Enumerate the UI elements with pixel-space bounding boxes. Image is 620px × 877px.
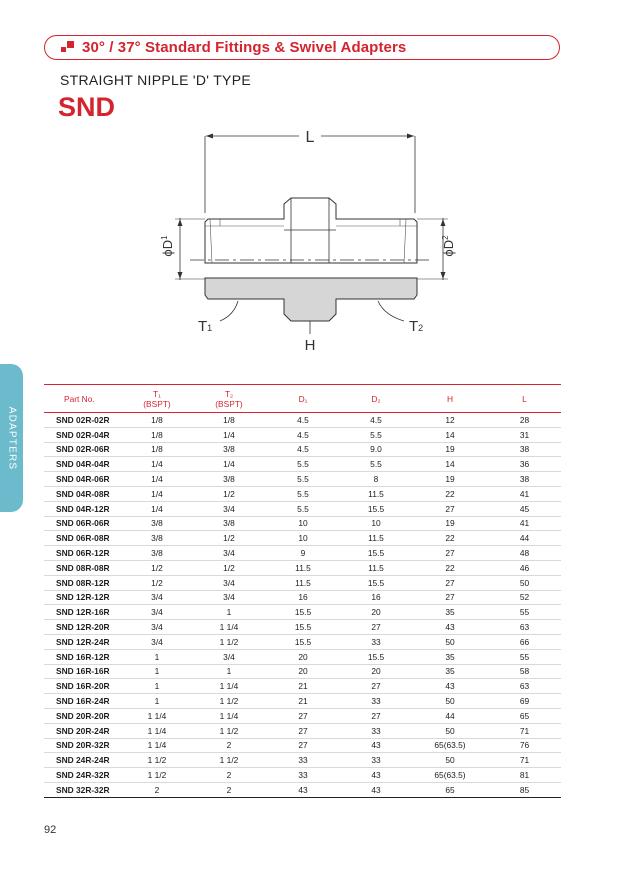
cell-t2: 1 bbox=[192, 664, 266, 679]
cell-h: 14 bbox=[412, 427, 488, 442]
col-t1-label: T₁ bbox=[153, 388, 161, 399]
cell-d2: 33 bbox=[340, 753, 412, 768]
squares-icon bbox=[61, 41, 74, 54]
col-t1-sub: (BSPT) bbox=[143, 398, 171, 409]
cell-part-no: SND 20R-24R bbox=[44, 723, 122, 738]
page-number: 92 bbox=[44, 824, 57, 836]
cell-l: 55 bbox=[488, 605, 561, 620]
cell-h: 27 bbox=[412, 501, 488, 516]
cell-t2: 3/4 bbox=[192, 590, 266, 605]
cell-h: 50 bbox=[412, 753, 488, 768]
cell-t2: 1 1/4 bbox=[192, 708, 266, 723]
cell-part-no: SND 12R-12R bbox=[44, 590, 122, 605]
cell-d2: 15.5 bbox=[340, 649, 412, 664]
cell-t2: 1/2 bbox=[192, 486, 266, 501]
cell-part-no: SND 16R-24R bbox=[44, 694, 122, 709]
cell-d2: 43 bbox=[340, 768, 412, 783]
cell-l: 71 bbox=[488, 723, 561, 738]
label-d1-sub: 1 bbox=[160, 235, 169, 240]
cell-t1: 1 bbox=[122, 679, 192, 694]
cell-h: 43 bbox=[412, 679, 488, 694]
cell-t2: 1 1/4 bbox=[192, 679, 266, 694]
label-t1: T bbox=[198, 318, 208, 335]
table-row bbox=[44, 782, 561, 797]
cell-t1: 3/8 bbox=[122, 531, 192, 546]
table-row bbox=[44, 486, 561, 501]
cell-d1: 21 bbox=[266, 679, 340, 694]
cell-h: 50 bbox=[412, 723, 488, 738]
cell-d2: 8 bbox=[340, 472, 412, 487]
cell-h: 35 bbox=[412, 664, 488, 679]
cell-t1: 1 bbox=[122, 649, 192, 664]
cell-h: 27 bbox=[412, 546, 488, 561]
cell-t2: 3/8 bbox=[192, 516, 266, 531]
cell-part-no: SND 12R-16R bbox=[44, 605, 122, 620]
label-h: H bbox=[304, 337, 316, 354]
label-l: L bbox=[305, 129, 315, 146]
cell-t2: 3/4 bbox=[192, 546, 266, 561]
table-row bbox=[44, 546, 561, 561]
cell-l: 36 bbox=[488, 457, 561, 472]
col-l: L bbox=[488, 385, 561, 413]
table-header-row bbox=[44, 385, 561, 413]
cell-t1: 1/4 bbox=[122, 457, 192, 472]
cell-t2: 2 bbox=[192, 768, 266, 783]
side-tab-label: ADAPTERS bbox=[6, 406, 18, 470]
cell-t1: 1/8 bbox=[122, 413, 192, 428]
table-row bbox=[44, 531, 561, 546]
cell-d1: 27 bbox=[266, 738, 340, 753]
cell-t1: 1/2 bbox=[122, 560, 192, 575]
cell-d2: 15.5 bbox=[340, 546, 412, 561]
cell-t1: 3/4 bbox=[122, 605, 192, 620]
cell-part-no: SND 16R-12R bbox=[44, 649, 122, 664]
specs-table-wrap bbox=[44, 384, 561, 798]
cell-t1: 3/8 bbox=[122, 546, 192, 561]
cell-h: 22 bbox=[412, 486, 488, 501]
cell-h: 50 bbox=[412, 634, 488, 649]
cell-t2: 1 1/2 bbox=[192, 753, 266, 768]
table-row bbox=[44, 427, 561, 442]
table-row bbox=[44, 768, 561, 783]
cell-t1: 1 1/2 bbox=[122, 753, 192, 768]
label-d1: ϕD bbox=[160, 239, 175, 257]
cell-l: 85 bbox=[488, 782, 561, 797]
cell-d2: 33 bbox=[340, 723, 412, 738]
cell-d1: 15.5 bbox=[266, 620, 340, 635]
cell-d1: 33 bbox=[266, 753, 340, 768]
cell-part-no: SND 04R-12R bbox=[44, 501, 122, 516]
table-row bbox=[44, 664, 561, 679]
cell-l: 45 bbox=[488, 501, 561, 516]
cell-t2: 1/2 bbox=[192, 531, 266, 546]
cell-h: 35 bbox=[412, 605, 488, 620]
cell-part-no: SND 04R-04R bbox=[44, 457, 122, 472]
cell-part-no: SND 08R-12R bbox=[44, 575, 122, 590]
cell-d2: 20 bbox=[340, 664, 412, 679]
cell-part-no: SND 04R-08R bbox=[44, 486, 122, 501]
cell-t2: 1 1/2 bbox=[192, 634, 266, 649]
table-row bbox=[44, 442, 561, 457]
table-row bbox=[44, 413, 561, 428]
cell-l: 46 bbox=[488, 560, 561, 575]
cell-l: 58 bbox=[488, 664, 561, 679]
cell-d1: 5.5 bbox=[266, 501, 340, 516]
table-row bbox=[44, 679, 561, 694]
cell-l: 38 bbox=[488, 472, 561, 487]
table-row bbox=[44, 501, 561, 516]
cell-d2: 5.5 bbox=[340, 427, 412, 442]
cell-t2: 1 1/4 bbox=[192, 620, 266, 635]
cell-t1: 1/8 bbox=[122, 427, 192, 442]
section-side-tab bbox=[0, 364, 23, 512]
cell-d1: 11.5 bbox=[266, 575, 340, 590]
table-row bbox=[44, 516, 561, 531]
cell-t2: 3/4 bbox=[192, 649, 266, 664]
cell-part-no: SND 06R-08R bbox=[44, 531, 122, 546]
table-row bbox=[44, 723, 561, 738]
cell-l: 38 bbox=[488, 442, 561, 457]
cell-d1: 33 bbox=[266, 768, 340, 783]
cell-d1: 21 bbox=[266, 694, 340, 709]
cell-d1: 11.5 bbox=[266, 560, 340, 575]
cell-t1: 2 bbox=[122, 782, 192, 797]
table-row bbox=[44, 605, 561, 620]
cell-d2: 9.0 bbox=[340, 442, 412, 457]
table-row bbox=[44, 590, 561, 605]
fitting-diagram bbox=[160, 118, 460, 358]
cell-part-no: SND 02R-02R bbox=[44, 413, 122, 428]
cell-d1: 15.5 bbox=[266, 634, 340, 649]
cell-d2: 27 bbox=[340, 679, 412, 694]
table-row bbox=[44, 472, 561, 487]
cell-d1: 10 bbox=[266, 516, 340, 531]
cell-t1: 1/2 bbox=[122, 575, 192, 590]
svg-text:ϕD2 bbox=[441, 235, 456, 257]
cell-h: 43 bbox=[412, 620, 488, 635]
cell-h: 50 bbox=[412, 694, 488, 709]
cell-d2: 20 bbox=[340, 605, 412, 620]
cell-part-no: SND 08R-08R bbox=[44, 560, 122, 575]
cell-l: 48 bbox=[488, 546, 561, 561]
cell-part-no: SND 24R-32R bbox=[44, 768, 122, 783]
cell-l: 65 bbox=[488, 708, 561, 723]
cell-h: 19 bbox=[412, 442, 488, 457]
cell-l: 69 bbox=[488, 694, 561, 709]
cell-d1: 20 bbox=[266, 664, 340, 679]
cell-l: 66 bbox=[488, 634, 561, 649]
cell-part-no: SND 20R-32R bbox=[44, 738, 122, 753]
cell-d2: 27 bbox=[340, 620, 412, 635]
col-t1 bbox=[122, 385, 192, 413]
cell-d2: 10 bbox=[340, 516, 412, 531]
cell-d2: 43 bbox=[340, 782, 412, 797]
specs-table bbox=[44, 384, 561, 798]
cell-t2: 1/4 bbox=[192, 457, 266, 472]
cell-h: 12 bbox=[412, 413, 488, 428]
cell-d1: 20 bbox=[266, 649, 340, 664]
cell-l: 28 bbox=[488, 413, 561, 428]
cell-t1: 1 bbox=[122, 694, 192, 709]
label-t2: T bbox=[409, 318, 419, 335]
cell-t1: 3/4 bbox=[122, 590, 192, 605]
cell-l: 41 bbox=[488, 516, 561, 531]
cell-d2: 16 bbox=[340, 590, 412, 605]
cell-d1: 10 bbox=[266, 531, 340, 546]
cell-t2: 1/2 bbox=[192, 560, 266, 575]
label-d2: ϕD bbox=[441, 239, 456, 257]
cell-part-no: SND 12R-20R bbox=[44, 620, 122, 635]
cell-d2: 5.5 bbox=[340, 457, 412, 472]
cell-t1: 1 1/4 bbox=[122, 723, 192, 738]
cell-t1: 1 1/2 bbox=[122, 768, 192, 783]
label-t2-sub: 2 bbox=[418, 323, 424, 333]
cell-h: 65(63.5) bbox=[412, 768, 488, 783]
cell-t1: 1 1/4 bbox=[122, 738, 192, 753]
product-code: SND bbox=[58, 92, 116, 122]
col-t2 bbox=[192, 385, 266, 413]
cell-l: 81 bbox=[488, 768, 561, 783]
table-row bbox=[44, 575, 561, 590]
cell-h: 19 bbox=[412, 516, 488, 531]
cell-l: 52 bbox=[488, 590, 561, 605]
cell-d2: 33 bbox=[340, 694, 412, 709]
svg-text:ϕD1 bbox=[160, 235, 175, 257]
cell-part-no: SND 06R-12R bbox=[44, 546, 122, 561]
cell-t2: 3/8 bbox=[192, 472, 266, 487]
table-row bbox=[44, 620, 561, 635]
cell-l: 55 bbox=[488, 649, 561, 664]
section-header bbox=[44, 35, 560, 60]
col-part-no: Part No. bbox=[44, 385, 122, 413]
cell-t2: 1 bbox=[192, 605, 266, 620]
cell-d2: 15.5 bbox=[340, 575, 412, 590]
cell-d1: 4.5 bbox=[266, 442, 340, 457]
col-d1: D₁ bbox=[266, 385, 340, 413]
label-d2-sub: 2 bbox=[441, 235, 450, 240]
cell-t2: 1/4 bbox=[192, 427, 266, 442]
cell-h: 22 bbox=[412, 560, 488, 575]
col-t2-label: T₂ bbox=[224, 388, 234, 399]
cell-part-no: SND 02R-06R bbox=[44, 442, 122, 457]
cell-d2: 33 bbox=[340, 634, 412, 649]
table-row bbox=[44, 634, 561, 649]
cell-part-no: SND 20R-20R bbox=[44, 708, 122, 723]
table-row bbox=[44, 708, 561, 723]
cell-part-no: SND 04R-06R bbox=[44, 472, 122, 487]
cell-l: 31 bbox=[488, 427, 561, 442]
cell-d2: 4.5 bbox=[340, 413, 412, 428]
cell-t2: 1 1/2 bbox=[192, 723, 266, 738]
cell-t1: 1/4 bbox=[122, 472, 192, 487]
cell-d1: 16 bbox=[266, 590, 340, 605]
cell-h: 14 bbox=[412, 457, 488, 472]
cell-t1: 3/4 bbox=[122, 634, 192, 649]
cell-d2: 43 bbox=[340, 738, 412, 753]
table-row bbox=[44, 738, 561, 753]
cell-l: 71 bbox=[488, 753, 561, 768]
cell-t2: 2 bbox=[192, 782, 266, 797]
cell-t2: 2 bbox=[192, 738, 266, 753]
table-row bbox=[44, 649, 561, 664]
cell-t1: 1 bbox=[122, 664, 192, 679]
table-row bbox=[44, 457, 561, 472]
cell-part-no: SND 16R-20R bbox=[44, 679, 122, 694]
col-h: H bbox=[412, 385, 488, 413]
cell-d1: 5.5 bbox=[266, 457, 340, 472]
cell-h: 19 bbox=[412, 472, 488, 487]
cell-t2: 3/4 bbox=[192, 575, 266, 590]
cell-part-no: SND 06R-06R bbox=[44, 516, 122, 531]
cell-d1: 4.5 bbox=[266, 413, 340, 428]
cell-d1: 27 bbox=[266, 708, 340, 723]
cell-d1: 4.5 bbox=[266, 427, 340, 442]
cell-l: 63 bbox=[488, 620, 561, 635]
cell-h: 65(63.5) bbox=[412, 738, 488, 753]
cell-t1: 1/4 bbox=[122, 501, 192, 516]
cell-h: 65 bbox=[412, 782, 488, 797]
cell-l: 76 bbox=[488, 738, 561, 753]
cell-d2: 27 bbox=[340, 708, 412, 723]
cell-h: 22 bbox=[412, 531, 488, 546]
cell-part-no: SND 02R-04R bbox=[44, 427, 122, 442]
cell-d2: 15.5 bbox=[340, 501, 412, 516]
label-t1-sub: 1 bbox=[207, 323, 213, 333]
cell-h: 27 bbox=[412, 575, 488, 590]
cell-h: 27 bbox=[412, 590, 488, 605]
col-t2-sub: (BSPT) bbox=[215, 398, 243, 409]
cell-d2: 11.5 bbox=[340, 560, 412, 575]
cell-l: 41 bbox=[488, 486, 561, 501]
cell-d1: 9 bbox=[266, 546, 340, 561]
cell-l: 63 bbox=[488, 679, 561, 694]
cell-d1: 5.5 bbox=[266, 486, 340, 501]
cell-h: 44 bbox=[412, 708, 488, 723]
cell-l: 44 bbox=[488, 531, 561, 546]
cell-d1: 27 bbox=[266, 723, 340, 738]
cell-t1: 3/8 bbox=[122, 516, 192, 531]
product-type: STRAIGHT NIPPLE 'D' TYPE bbox=[60, 72, 251, 88]
svg-text:T1 bbox=[198, 318, 212, 335]
cell-t2: 1 1/2 bbox=[192, 694, 266, 709]
table-row bbox=[44, 753, 561, 768]
cell-part-no: SND 32R-32R bbox=[44, 782, 122, 797]
cell-d2: 11.5 bbox=[340, 531, 412, 546]
table-body bbox=[44, 413, 561, 798]
svg-text:T2 bbox=[409, 318, 423, 335]
cell-t1: 1 1/4 bbox=[122, 708, 192, 723]
cell-h: 35 bbox=[412, 649, 488, 664]
cell-part-no: SND 12R-24R bbox=[44, 634, 122, 649]
cell-t2: 1/8 bbox=[192, 413, 266, 428]
cell-d1: 15.5 bbox=[266, 605, 340, 620]
cell-t2: 3/8 bbox=[192, 442, 266, 457]
cell-d2: 11.5 bbox=[340, 486, 412, 501]
cell-t1: 3/4 bbox=[122, 620, 192, 635]
table-row bbox=[44, 694, 561, 709]
cell-t1: 1/8 bbox=[122, 442, 192, 457]
table-row bbox=[44, 560, 561, 575]
cell-l: 50 bbox=[488, 575, 561, 590]
cell-part-no: SND 24R-24R bbox=[44, 753, 122, 768]
cell-t1: 1/4 bbox=[122, 486, 192, 501]
section-title: 30° / 37° Standard Fittings & Swivel Adapters bbox=[82, 39, 407, 56]
col-d2: D₂ bbox=[340, 385, 412, 413]
cell-part-no: SND 16R-16R bbox=[44, 664, 122, 679]
cell-t2: 3/4 bbox=[192, 501, 266, 516]
cell-d1: 43 bbox=[266, 782, 340, 797]
cell-d1: 5.5 bbox=[266, 472, 340, 487]
